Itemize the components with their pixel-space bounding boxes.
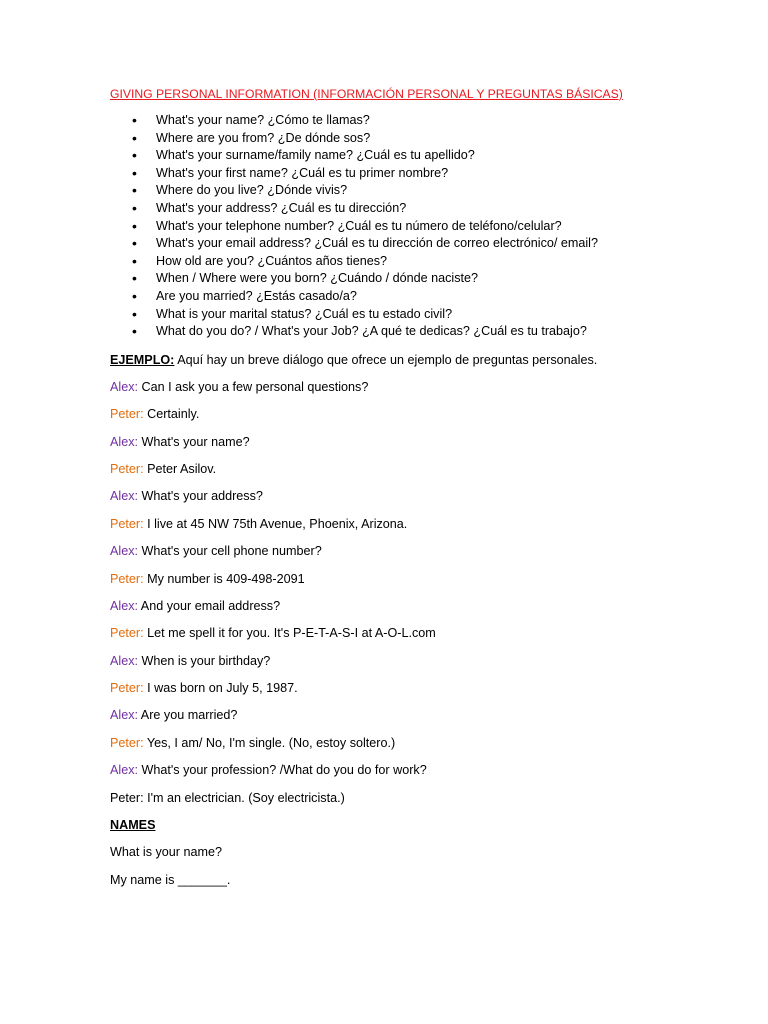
speaker-peter: Peter:: [110, 462, 144, 476]
bullet-icon: •: [132, 164, 137, 181]
speaker-alex: Alex:: [110, 599, 138, 613]
names-question: What is your name?: [110, 845, 222, 859]
list-item: • When / Where were you born? ¿Cuándo / dónde naciste?: [132, 270, 479, 287]
names-heading: NAMES: [110, 818, 156, 832]
speaker-peter: Peter:: [110, 517, 144, 531]
list-item: • What do you do? / What's your Job? ¿A qué te dedicas? ¿Cuál es tu trabajo?: [132, 323, 587, 340]
names-answer: My name is _______.: [110, 873, 231, 887]
speaker-peter: Peter:: [110, 736, 144, 750]
speaker-peter: Peter:: [110, 681, 144, 695]
speaker-alex: Alex:: [110, 380, 138, 394]
speaker-alex: Alex:: [110, 763, 138, 777]
dialogue-line: Peter: Yes, I am/ No, I'm single. (No, estoy soltero.): [110, 736, 396, 750]
dialogue-line: Alex: And your email address?: [110, 599, 281, 613]
speaker-peter: Peter:: [110, 572, 144, 586]
dialogue-line: Peter: My number is 409-498-2091: [110, 572, 305, 586]
bullet-icon: •: [132, 199, 137, 216]
dialogue-line: Peter: I live at 45 NW 75th Avenue, Phoenix, Arizona.: [110, 517, 408, 531]
list-item: • What's your name? ¿Cómo te llamas?: [132, 112, 370, 128]
dialogue-line: Alex: What's your profession? /What do you do for work?: [110, 763, 427, 777]
speaker-alex: Alex:: [110, 654, 138, 668]
dialogue-line: Peter: Let me spell it for you. It's P-E-T-A-S-I at A-O-L.com: [110, 626, 436, 640]
bullet-icon: •: [132, 112, 137, 128]
list-item: • What's your first name? ¿Cuál es tu primer nombre?: [132, 164, 449, 181]
closing-line: Peter: I'm an electrician. (Soy electricista.): [110, 791, 345, 805]
bullet-icon: •: [132, 182, 137, 199]
dialogue-line: Peter: Peter Asilov.: [110, 462, 217, 476]
bullet-icon: •: [132, 305, 137, 322]
speaker-alex: Alex:: [110, 708, 138, 722]
bullet-icon: •: [132, 270, 137, 287]
dialogue-line: Alex: When is your birthday?: [110, 654, 271, 668]
dialogue-line: Peter: I was born on July 5, 1987.: [110, 681, 298, 695]
example-text: Aquí hay un breve diálogo que ofrece un ejemplo de preguntas personales.: [174, 353, 598, 367]
speaker-alex: Alex:: [110, 435, 138, 449]
speaker-peter: Peter:: [110, 626, 144, 640]
bullet-icon: •: [132, 287, 137, 304]
bullet-icon: •: [132, 147, 137, 164]
dialogue-line: Alex: What's your name?: [110, 435, 250, 449]
list-item: • What is your marital status? ¿Cuál es tu estado civil?: [132, 305, 453, 322]
list-item: • What's your email address? ¿Cuál es tu dirección de correo electrónico/ email?: [132, 235, 598, 252]
example-intro: [110, 352, 597, 369]
list-item: • How old are you? ¿Cuántos años tienes?: [132, 252, 388, 269]
bullet-icon: •: [132, 252, 137, 269]
dialogue-line: Peter: Certainly.: [110, 407, 200, 421]
list-item: • Where do you live? ¿Dónde vivis?: [132, 182, 348, 199]
list-item: • Are you married? ¿Estás casado/a?: [132, 287, 357, 304]
speaker-alex: Alex:: [110, 544, 138, 558]
dialogue-line: Alex: What's your cell phone number?: [110, 544, 322, 558]
dialogue-line: Alex: Are you married?: [110, 708, 238, 722]
speaker-alex: Alex:: [110, 489, 138, 503]
speaker-peter: Peter:: [110, 407, 144, 421]
bullet-icon: •: [132, 217, 137, 234]
example-label: EJEMPLO:: [110, 353, 175, 367]
dialogue-line: Alex: What's your address?: [110, 489, 263, 503]
question-list: [110, 112, 598, 341]
bullet-icon: •: [132, 235, 137, 252]
document-heading: GIVING PERSONAL INFORMATION (INFORMACIÓN PERSONAL Y PREGUNTAS BÁSICAS): [110, 87, 623, 101]
list-item: • What's your telephone number? ¿Cuál es tu número de teléfono/celular?: [132, 217, 562, 234]
list-item: • What's your address? ¿Cuál es tu dirección?: [132, 199, 407, 216]
list-item: • Where are you from? ¿De dónde sos?: [132, 129, 371, 146]
bullet-icon: •: [132, 129, 137, 146]
bullet-icon: •: [132, 323, 137, 340]
dialogue-line: Alex: Can I ask you a few personal questions?: [110, 380, 369, 394]
list-item: • What's your surname/family name? ¿Cuál es tu apellido?: [132, 147, 475, 164]
